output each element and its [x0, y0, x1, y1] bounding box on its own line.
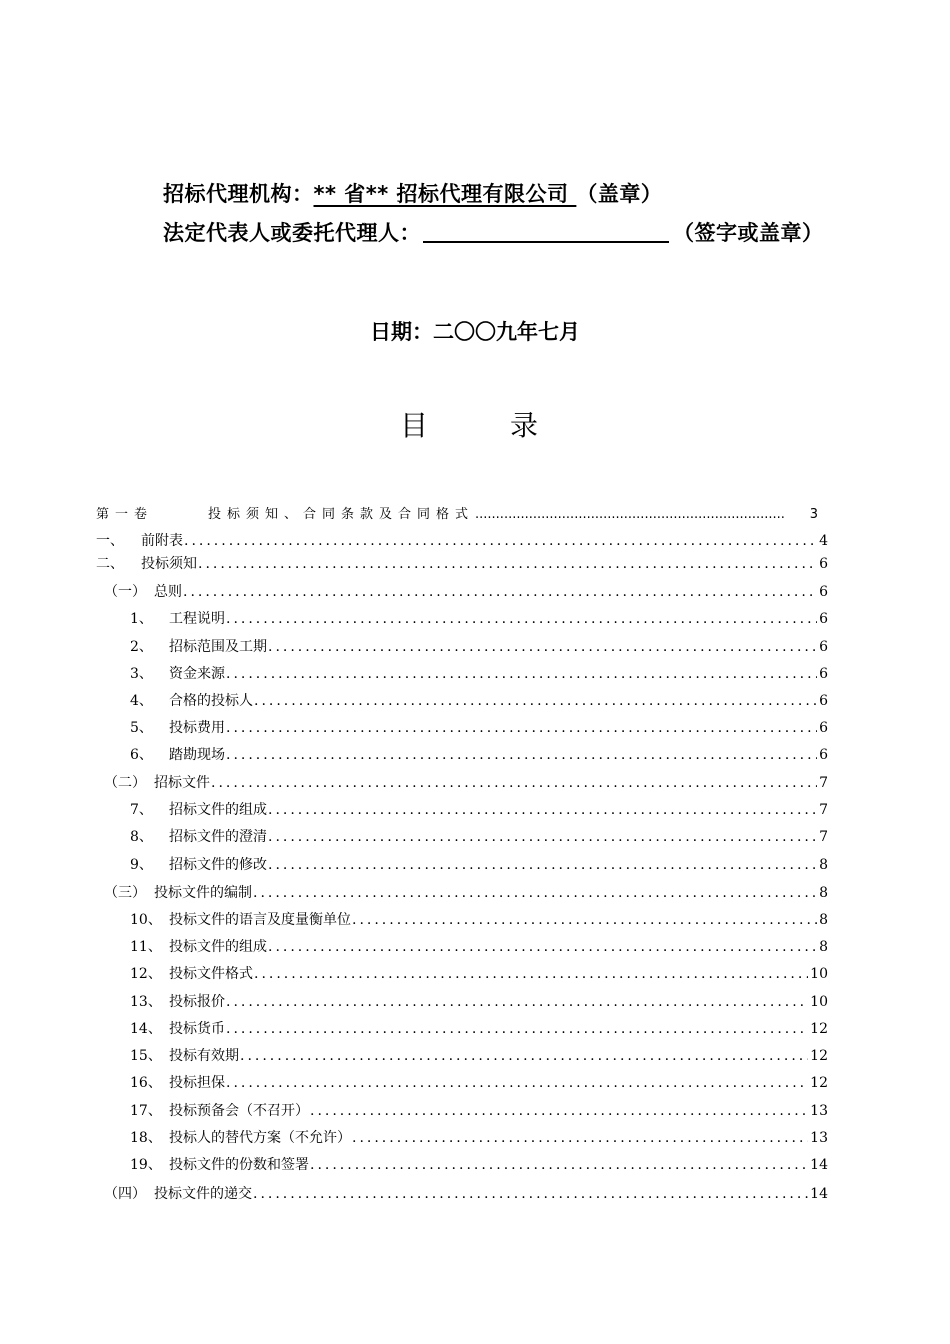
toc-entry-number: （四）	[104, 1186, 146, 1202]
toc-title-left: 目	[400, 409, 429, 442]
toc-entry[interactable]	[130, 991, 828, 1011]
toc-entry-label: 招标文件的澄清	[169, 829, 267, 845]
toc-entry[interactable]	[104, 1183, 828, 1203]
toc-entry[interactable]	[104, 772, 828, 792]
toc-entry-label: 招标文件的修改	[169, 857, 267, 873]
toc-entry-label: 招标文件的组成	[169, 802, 267, 818]
toc-entry-page: 12	[810, 1075, 828, 1091]
toc-leader-dots	[226, 611, 817, 627]
toc-leader-dots	[211, 775, 817, 791]
toc-entry[interactable]	[130, 1154, 828, 1174]
toc-entry-number: 2、	[130, 639, 153, 655]
toc-leader-dots	[268, 939, 817, 955]
toc-title-right: 录	[510, 409, 539, 442]
toc-entry-page: 4	[819, 533, 828, 549]
toc-leader-dots	[310, 1103, 808, 1119]
toc-entry-page: 8	[819, 885, 828, 901]
toc-entry[interactable]	[130, 663, 828, 683]
toc-volume-entry[interactable]	[96, 503, 818, 523]
toc-entry-number: 一、	[96, 533, 124, 549]
toc-entry-page: 6	[819, 556, 828, 572]
toc-entry-label: 踏勘现场	[169, 747, 225, 763]
toc-entry-label: 投标须知	[141, 556, 197, 572]
toc-entry[interactable]	[130, 909, 828, 929]
toc-leader-dots	[184, 533, 817, 549]
toc-entry-page: 12	[810, 1021, 828, 1037]
toc-entry[interactable]	[130, 1072, 828, 1092]
toc-entry-number: 7、	[130, 802, 153, 818]
toc-entry-number: 13、	[130, 994, 162, 1010]
toc-entry-page: 6	[819, 584, 828, 600]
toc-leader-dots	[253, 1186, 808, 1202]
toc-entry-number: 6、	[130, 747, 153, 763]
toc-entry-number: 9、	[130, 857, 153, 873]
toc-entry-number: （一）	[104, 584, 146, 600]
toc-entry-label: 投标费用	[169, 720, 225, 736]
toc-entry-page: 8	[819, 857, 828, 873]
toc-entry-label: 前附表	[141, 533, 183, 549]
toc-entry-label: 合格的投标人	[169, 693, 253, 709]
toc-leader-dots	[310, 1157, 808, 1173]
toc-entry-page: 8	[819, 939, 828, 955]
toc-volume-number: 第一卷	[96, 507, 154, 522]
toc-entry-number: （二）	[104, 775, 146, 791]
toc-entry-label: 投标报价	[169, 994, 225, 1010]
toc-entry-page: 7	[819, 802, 828, 818]
toc-entry[interactable]	[130, 1127, 828, 1147]
toc-leader-dots	[254, 693, 817, 709]
toc-leader-dots	[226, 666, 817, 682]
toc-entry-label: 投标预备会（不召开）	[169, 1103, 309, 1119]
toc-leader-dots	[253, 885, 817, 901]
toc-entry-label: 投标人的替代方案（不允许）	[169, 1130, 351, 1146]
toc-entry-page: 6	[819, 666, 828, 682]
toc-entry-number: 1、	[130, 611, 153, 627]
toc-entry-page: 14	[810, 1186, 828, 1202]
toc-volume-page: 3	[809, 507, 818, 522]
toc-entry-label: 招标文件	[154, 775, 210, 791]
toc-leader-dots	[226, 1021, 808, 1037]
toc-entry-page: 12	[810, 1048, 828, 1064]
toc-entry-label: 工程说明	[169, 611, 225, 627]
toc-entry[interactable]	[96, 553, 828, 573]
toc-leader-dots	[254, 966, 808, 982]
toc-volume-label: 投标须知、合同条款及合同格式	[208, 507, 475, 522]
toc-entry-label: 投标文件的递交	[154, 1186, 252, 1202]
toc-entry[interactable]	[130, 636, 828, 656]
agency-name: ** 省** 招标代理有限公司	[313, 182, 577, 206]
toc-entry[interactable]	[130, 717, 828, 737]
toc-leader-dots	[226, 994, 808, 1010]
toc-entry[interactable]	[130, 608, 828, 628]
toc-entry-label: 总则	[154, 584, 182, 600]
toc-entry-page: 14	[810, 1157, 828, 1173]
toc-entry-number: 二、	[96, 556, 124, 572]
toc-leader-dots	[198, 556, 817, 572]
toc-leader-dots	[268, 857, 817, 873]
toc-entry-number: 10、	[130, 912, 162, 928]
toc-entry[interactable]	[130, 1045, 828, 1065]
toc-entry[interactable]	[104, 882, 828, 902]
representative-line	[163, 217, 824, 247]
representative-label: 法定代表人或委托代理人：	[163, 221, 421, 245]
toc-entry-number: 15、	[130, 1048, 162, 1064]
toc-entry-label: 投标文件格式	[169, 966, 253, 982]
toc-entry[interactable]	[130, 744, 828, 764]
toc-entry-label: 投标文件的组成	[169, 939, 267, 955]
toc-entry-page: 7	[819, 775, 828, 791]
toc-leader-dots	[268, 829, 817, 845]
toc-entry-label: 投标文件的语言及度量衡单位	[169, 912, 351, 928]
toc-entry-number: 12、	[130, 966, 162, 982]
document-date: 日期：二〇〇九年七月	[370, 320, 580, 344]
toc-leader-dots	[475, 507, 786, 522]
toc-entry[interactable]	[96, 530, 828, 550]
toc-entry-page: 8	[819, 912, 828, 928]
toc-entry-page: 10	[810, 994, 828, 1010]
toc-entry-page: 6	[819, 611, 828, 627]
toc-leader-dots	[268, 802, 817, 818]
toc-entry-label: 投标担保	[169, 1075, 225, 1091]
signature-note: （签字或盖章）	[673, 221, 824, 245]
toc-leader-dots	[268, 639, 817, 655]
toc-entry[interactable]	[130, 1100, 828, 1120]
toc-entry[interactable]	[130, 690, 828, 710]
toc-entry[interactable]	[130, 799, 828, 819]
toc-entry-number: 16、	[130, 1075, 162, 1091]
toc-entry-page: 6	[819, 747, 828, 763]
toc-entry-page: 6	[819, 720, 828, 736]
toc-entry-page: 6	[819, 693, 828, 709]
toc-leader-dots	[240, 1048, 808, 1064]
toc-entry-page: 13	[810, 1103, 828, 1119]
toc-entry-label: 招标范围及工期	[169, 639, 267, 655]
agency-seal-note: （盖章）	[576, 182, 663, 206]
toc-entry-label: 投标文件的份数和签署	[169, 1157, 309, 1173]
toc-leader-dots	[226, 720, 817, 736]
toc-leader-dots	[183, 584, 817, 600]
toc-entry-page: 10	[810, 966, 828, 982]
toc-entry[interactable]	[130, 826, 828, 846]
toc-entry-number: 4、	[130, 693, 153, 709]
toc-entry-page: 7	[819, 829, 828, 845]
toc-entry[interactable]	[130, 963, 828, 983]
toc-leader-dots	[352, 1130, 808, 1146]
toc-entry[interactable]	[130, 854, 828, 874]
toc-leader-dots	[226, 747, 817, 763]
toc-leader-dots	[352, 912, 817, 928]
agency-label: 招标代理机构：	[163, 182, 314, 206]
agency-line	[163, 178, 662, 208]
toc-entry[interactable]	[104, 581, 828, 601]
toc-entry-number: 14、	[130, 1021, 162, 1037]
toc-entry-number: 18、	[130, 1130, 162, 1146]
toc-entry[interactable]	[130, 936, 828, 956]
signature-blank	[423, 219, 669, 243]
toc-entry-label: 投标有效期	[169, 1048, 239, 1064]
toc-entry-label: 资金来源	[169, 666, 225, 682]
toc-entry-number: 19、	[130, 1157, 162, 1173]
toc-entry-page: 13	[810, 1130, 828, 1146]
toc-entry-label: 投标文件的编制	[154, 885, 252, 901]
toc-entry-number: 8、	[130, 829, 153, 845]
toc-entry-label: 投标货币	[169, 1021, 225, 1037]
toc-entry-number: 11、	[130, 939, 162, 955]
toc-entry-number: 5、	[130, 720, 153, 736]
toc-entry-number: 3、	[130, 666, 153, 682]
toc-leader-dots	[226, 1075, 808, 1091]
toc-entry[interactable]	[130, 1018, 828, 1038]
toc-entry-page: 6	[819, 639, 828, 655]
toc-entry-number: （三）	[104, 885, 146, 901]
toc-entry-number: 17、	[130, 1103, 162, 1119]
